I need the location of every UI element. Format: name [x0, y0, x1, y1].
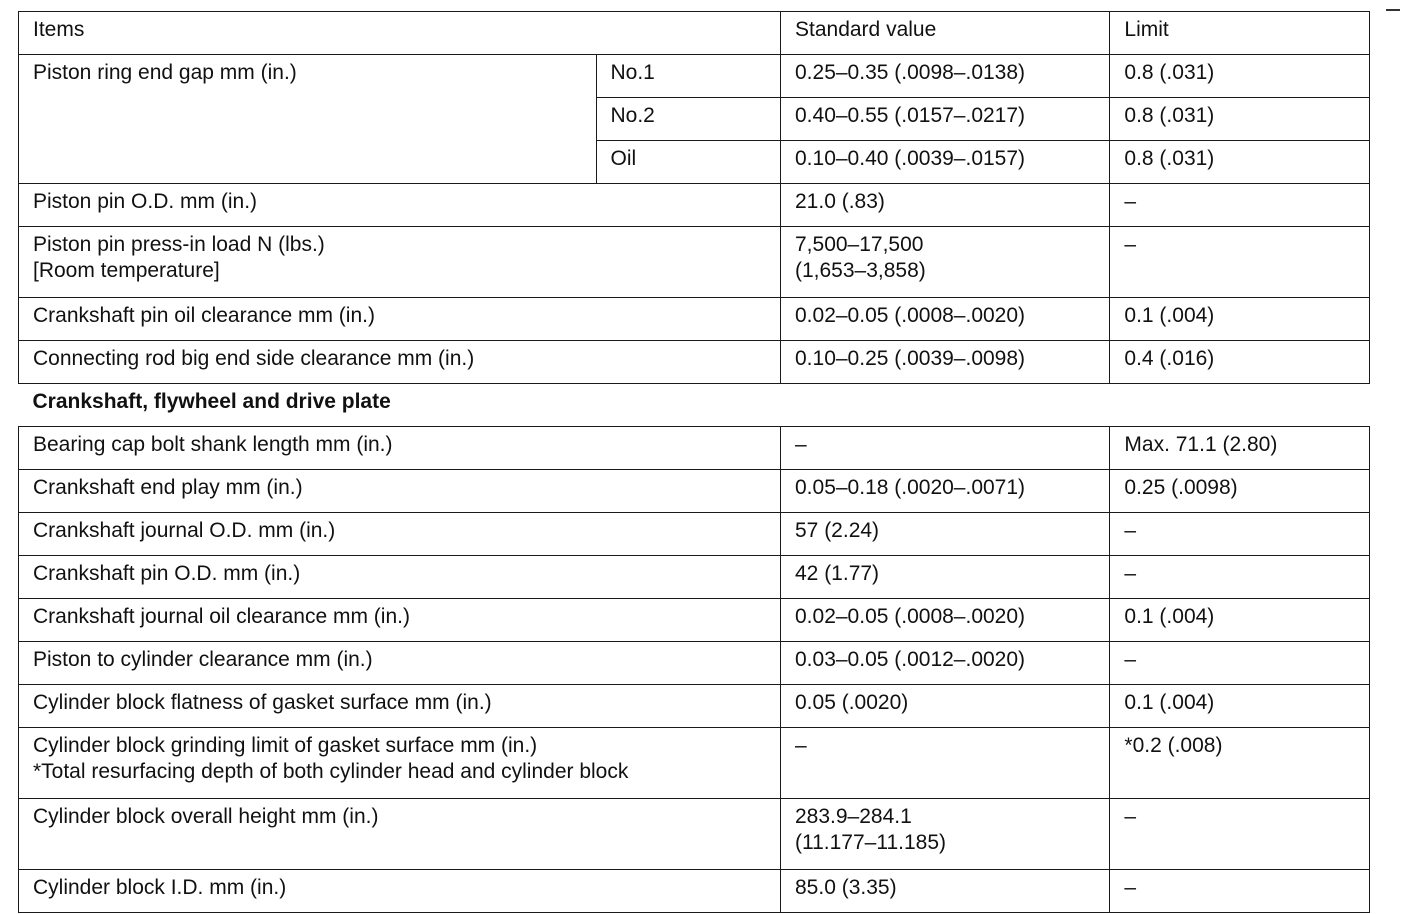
standard-value-cell: –: [781, 728, 1110, 799]
table-row: [19, 427, 1370, 470]
limit-cell: 0.8 (.031): [1110, 55, 1370, 98]
ring-gap-sub: Oil: [596, 141, 781, 184]
standard-value-cell: 0.10–0.25 (.0039–.0098): [781, 341, 1110, 384]
spec-table: [18, 11, 1370, 913]
standard-value-cell: 0.40–0.55 (.0157–.0217): [781, 98, 1110, 141]
item-cell: Cylinder block I.D. mm (in.): [19, 870, 781, 913]
limit-cell: –: [1110, 642, 1370, 685]
table-row: [19, 341, 1370, 384]
standard-value-cell: 283.9–284.1 (11.177–11.185): [781, 799, 1110, 870]
table-row: [19, 470, 1370, 513]
limit-cell: *0.2 (.008): [1110, 728, 1370, 799]
table-row: [19, 298, 1370, 341]
limit-cell: –: [1110, 870, 1370, 913]
standard-value-cell: –: [781, 427, 1110, 470]
item-cell: Crankshaft journal oil clearance mm (in.): [19, 599, 781, 642]
header-items: Items: [19, 12, 781, 55]
ring-gap-sub: No.2: [596, 98, 781, 141]
limit-cell: –: [1110, 556, 1370, 599]
item-cell: Bearing cap bolt shank length mm (in.): [19, 427, 781, 470]
item-cell: Crankshaft journal O.D. mm (in.): [19, 513, 781, 556]
header-row: [19, 12, 1370, 55]
standard-value-cell: 0.03–0.05 (.0012–.0020): [781, 642, 1110, 685]
limit-cell: 0.8 (.031): [1110, 141, 1370, 184]
limit-cell: 0.1 (.004): [1110, 599, 1370, 642]
table-row: [19, 55, 1370, 98]
limit-cell: –: [1110, 799, 1370, 870]
standard-value-cell: 0.02–0.05 (.0008–.0020): [781, 298, 1110, 341]
limit-cell: 0.1 (.004): [1110, 298, 1370, 341]
item-cell: Piston to cylinder clearance mm (in.): [19, 642, 781, 685]
limit-cell: 0.1 (.004): [1110, 685, 1370, 728]
item-cell: Cylinder block grinding limit of gasket surface mm (in.) *Total resurfacing depth of both cylinder head and cylinder block: [19, 728, 781, 799]
table-row: [19, 227, 1370, 298]
table-row: [19, 685, 1370, 728]
table-row: [19, 870, 1370, 913]
limit-cell: 0.8 (.031): [1110, 98, 1370, 141]
item-cell: Crankshaft pin oil clearance mm (in.): [19, 298, 781, 341]
page-edge-mark: [1386, 9, 1400, 11]
item-cell: Cylinder block flatness of gasket surface mm (in.): [19, 685, 781, 728]
standard-value-cell: 0.25–0.35 (.0098–.0138): [781, 55, 1110, 98]
item-cell: Piston pin O.D. mm (in.): [19, 184, 781, 227]
ring-gap-sub: No.1: [596, 55, 781, 98]
standard-value-cell: 42 (1.77): [781, 556, 1110, 599]
table-row: [19, 599, 1370, 642]
table-row: [19, 799, 1370, 870]
item-cell: Connecting rod big end side clearance mm (in.): [19, 341, 781, 384]
section-heading: Crankshaft, flywheel and drive plate: [19, 384, 1370, 427]
item-cell: Cylinder block overall height mm (in.): [19, 799, 781, 870]
table-row: [19, 513, 1370, 556]
item-cell: Crankshaft pin O.D. mm (in.): [19, 556, 781, 599]
table-row: [19, 728, 1370, 799]
section-row: [19, 384, 1370, 427]
standard-value-cell: 0.05–0.18 (.0020–.0071): [781, 470, 1110, 513]
limit-cell: –: [1110, 184, 1370, 227]
standard-value-cell: 57 (2.24): [781, 513, 1110, 556]
table-row: [19, 642, 1370, 685]
limit-cell: 0.4 (.016): [1110, 341, 1370, 384]
standard-value-cell: 85.0 (3.35): [781, 870, 1110, 913]
standard-value-cell: 7,500–17,500 (1,653–3,858): [781, 227, 1110, 298]
item-cell: Piston pin press-in load N (lbs.) [Room temperature]: [19, 227, 781, 298]
standard-value-cell: 0.02–0.05 (.0008–.0020): [781, 599, 1110, 642]
header-limit: Limit: [1110, 12, 1370, 55]
table-row: [19, 556, 1370, 599]
table-row: [19, 184, 1370, 227]
limit-cell: 0.25 (.0098): [1110, 470, 1370, 513]
header-standard-value: Standard value: [781, 12, 1110, 55]
standard-value-cell: 21.0 (.83): [781, 184, 1110, 227]
item-cell: Crankshaft end play mm (in.): [19, 470, 781, 513]
limit-cell: Max. 71.1 (2.80): [1110, 427, 1370, 470]
ring-gap-label: Piston ring end gap mm (in.): [19, 55, 597, 184]
limit-cell: –: [1110, 227, 1370, 298]
standard-value-cell: 0.05 (.0020): [781, 685, 1110, 728]
standard-value-cell: 0.10–0.40 (.0039–.0157): [781, 141, 1110, 184]
limit-cell: –: [1110, 513, 1370, 556]
